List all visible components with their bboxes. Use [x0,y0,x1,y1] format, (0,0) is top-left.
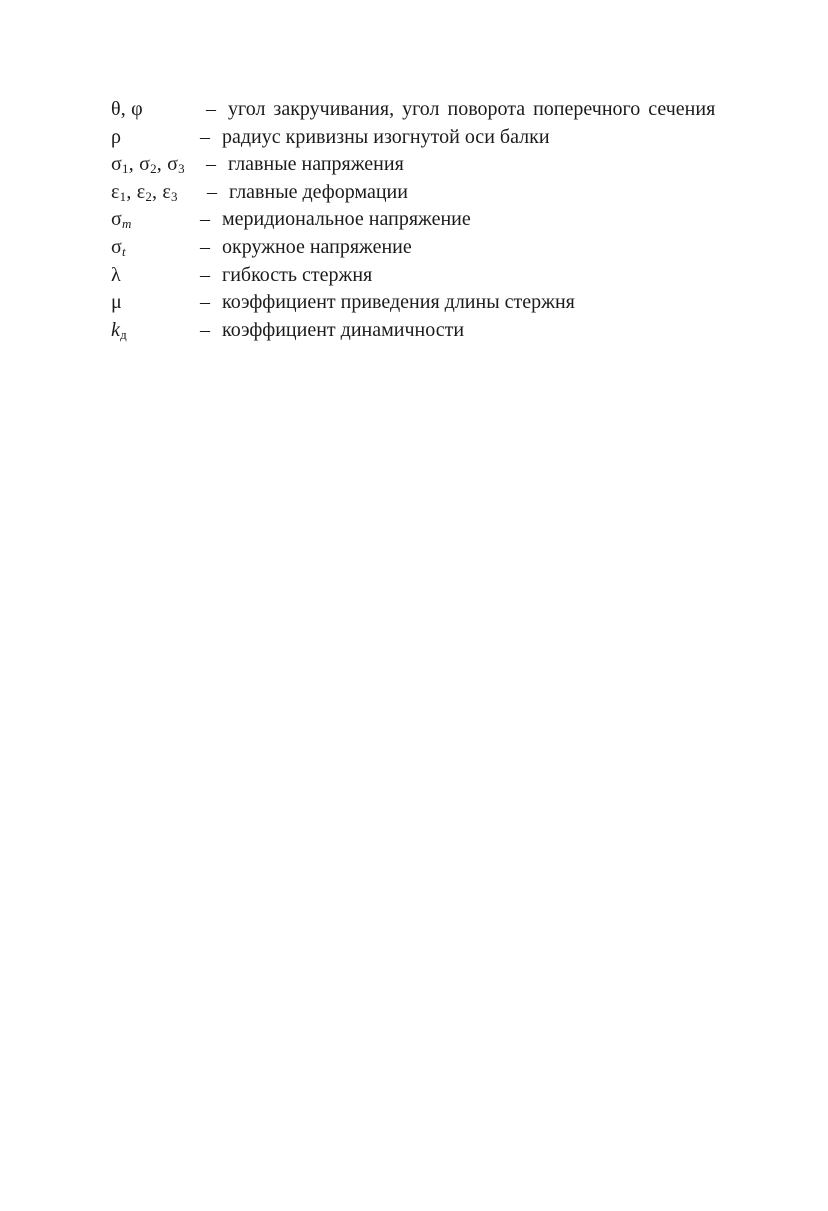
notation-symbol: $\sigma_t$ [111,235,126,259]
dash: – [207,180,217,203]
notation-entry [111,96,743,122]
dash: – [200,318,210,341]
dash: – [200,291,210,314]
notation-entry [111,179,743,205]
notation-description: – коэффициент динамичности [200,318,465,341]
notation-description: – коэффициент приведения длины стержня [200,291,575,314]
notation-symbol: $\sigma_m$ [111,208,132,232]
notation-symbol: $\sigma_1$, $\sigma_2$, $\sigma_3$ [111,153,185,177]
notation-symbol: θ, φ [111,98,143,120]
notation-description: – окружное напряжение [200,235,412,258]
notation-symbol: λ [111,263,121,286]
notation-entry [111,317,743,343]
notation-entry [111,206,743,232]
notation-list [111,96,743,344]
dash: – [200,125,210,148]
notation-entry [111,124,743,150]
dash: – [200,235,210,258]
notation-description: – главные деформации [207,180,408,203]
notation-symbol: μ [111,291,122,314]
notation-entry [111,234,743,260]
notation-description: – радиус кривизны изогнутой оси балки [200,125,550,148]
notation-description: – меридиональное напряжение [200,208,471,231]
notation-entry [111,262,743,288]
notation-symbol: $\varepsilon_1$, $\varepsilon_2$, $\varepsilon_3$ [111,180,178,204]
dash: – [206,153,216,176]
dash: – [206,98,216,120]
dash: – [200,208,210,231]
notation-description: – гибкость стержня [200,263,373,286]
notation-entry [111,289,743,315]
dash: – [200,263,210,286]
notation-entry [111,151,743,177]
notation-symbol: ρ [111,125,122,148]
notation-description: – угол закручивания, угол поворота поперечного сечения [206,98,716,120]
notation-symbol: $k_д$ [111,318,127,342]
notation-description: – главные напряжения [206,153,404,176]
